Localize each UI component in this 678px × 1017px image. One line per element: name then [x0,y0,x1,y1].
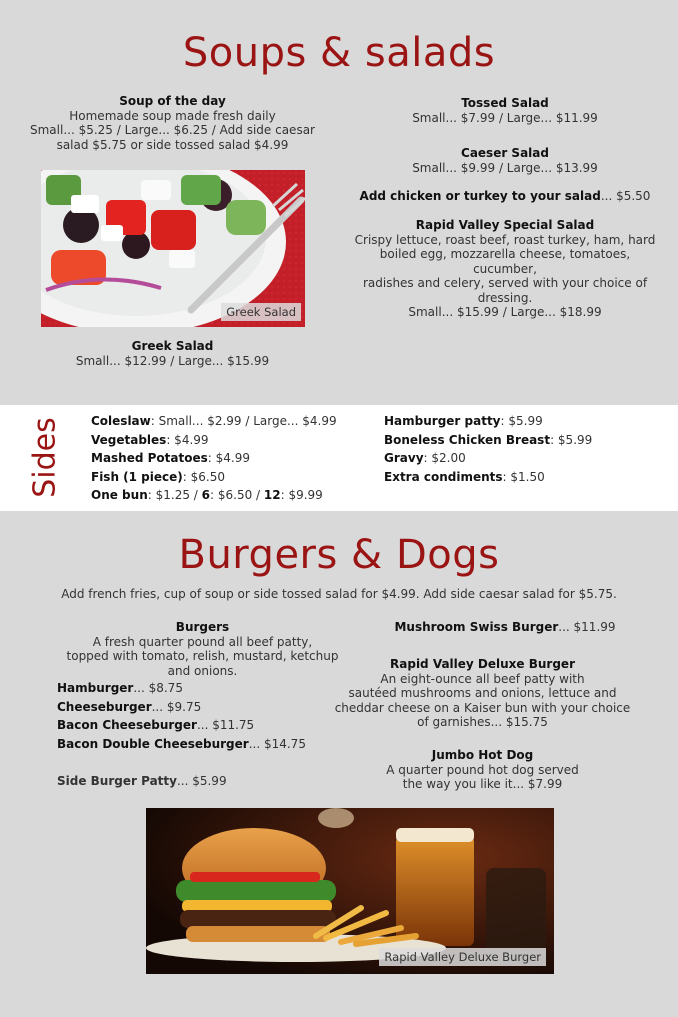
greek-salad-caption: Greek Salad [221,303,301,321]
special-salad-name: Rapid Valley Special Salad [415,218,595,232]
hotdog-desc-1: A quarter pound hot dog served [386,762,579,777]
side-item-gravy: Gravy: $2.00 [384,451,466,465]
greek-salad-photo [41,170,305,327]
burger-item-hamburger: Hamburger... $8.75 [57,681,183,695]
soups-salads-title: Soups & salads [182,30,496,76]
deluxe-desc-4: of garnishes... $15.75 [417,715,548,729]
side-item-coleslaw: Coleslaw: Small... $2.99 / Large... $4.99 [91,414,337,428]
special-salad-item [350,218,660,320]
sides-right-list [384,412,664,486]
burger-item-cheeseburger: Cheeseburger... $9.75 [57,699,202,714]
side-item-vegetables: Vegetables: $4.99 [91,432,209,447]
side-item-hamburger-patty: Hamburger patty: $5.99 [384,414,543,428]
deluxe-burger-item [330,657,635,730]
side-burger-patty: Side Burger Patty... $5.99 [57,774,227,788]
hotdog-name: Jumbo Hot Dog [431,748,534,762]
hotdog-desc-2: the way you like it... $7.99 [402,777,563,791]
greek-salad-name: Greek Salad [131,339,214,353]
mushroom-swiss-item: Mushroom Swiss Burger... $11.99 [394,620,616,634]
tossed-salad-item [350,96,660,125]
caeser-salad-price: Small... $9.99 / Large... $13.99 [412,160,598,175]
sides-label-wrap [10,400,63,510]
special-salad-price: Small... $15.99 / Large... $18.99 [408,305,602,319]
burgers-desc-2: topped with tomato, relish, mustard, ketchup [66,649,339,663]
deluxe-desc-2: sautéed mushrooms and onions, lettuce and [348,686,617,700]
burgers-heading: Burgers [175,620,230,634]
add-chicken-name: Add chicken or turkey to your salad [359,189,601,203]
soup-of-day-price: Small... $5.25 / Large... $6.25 / Add side caesar [30,123,315,137]
burger-photo [146,808,554,974]
greek-salad-item [20,339,325,368]
add-chicken-item [350,189,660,204]
burger-item-bacon-double: Bacon Double Cheeseburger... $14.75 [57,736,306,751]
caeser-salad-item [350,146,660,175]
tossed-salad-name: Tossed Salad [461,96,549,110]
special-salad-desc-3: radishes and celery, served with your choice of [362,276,648,290]
side-item-bun: One bun: $1.25 / 6: $6.50 / 12: $9.99 [91,488,323,502]
add-chicken-price: ... $5.50 [600,189,651,203]
burgers-desc-3: and onions. [167,663,238,678]
caeser-salad-name: Caeser Salad [461,146,549,160]
deluxe-desc-1: An eight-ounce all beef patty with [380,671,585,686]
burgers-description [55,620,350,678]
deluxe-burger-name: Rapid Valley Deluxe Burger [390,657,575,671]
sides-label: Sides [27,417,63,498]
burger-photo-caption: Rapid Valley Deluxe Burger [379,948,546,966]
soup-of-day-addon: salad $5.75 or side tossed salad $4.99 [56,137,289,152]
side-item-extra-condiments: Extra condiments: $1.50 [384,469,545,484]
special-salad-desc-4: dressing. [477,290,533,305]
burger-items-list [57,679,357,753]
greek-salad-price: Small... $12.99 / Large... $15.99 [75,353,270,368]
burgers-dogs-title: Burgers & Dogs [178,532,500,578]
special-salad-desc-1: Crispy lettuce, roast beef, roast turkey, ham, hard [354,232,656,247]
deluxe-desc-3: cheddar cheese on a Kaiser bun with your choice [334,700,631,715]
burgers-addon-note: Add french fries, cup of soup or side tossed salad for $4.99. Add side caesar salad for $5.75. [61,587,617,601]
tossed-salad-price: Small... $7.99 / Large... $11.99 [412,110,598,125]
sides-left-list [91,412,371,505]
side-item-mashed-potatoes: Mashed Potatoes: $4.99 [91,451,250,465]
soup-of-day [20,94,325,152]
soup-of-day-name: Soup of the day [119,94,226,108]
side-item-chicken-breast: Boneless Chicken Breast: $5.99 [384,432,593,447]
burger-item-bacon-cheeseburger: Bacon Cheeseburger... $11.75 [57,718,255,732]
burgers-desc-1: A fresh quarter pound all beef patty, [92,634,313,649]
hotdog-item [330,748,635,792]
special-salad-desc-2: boiled egg, mozzarella cheese, tomatoes, cucumber, [379,247,631,276]
side-item-fish: Fish (1 piece): $6.50 [91,469,225,484]
soup-of-day-desc: Homemade soup made fresh daily [69,108,276,123]
